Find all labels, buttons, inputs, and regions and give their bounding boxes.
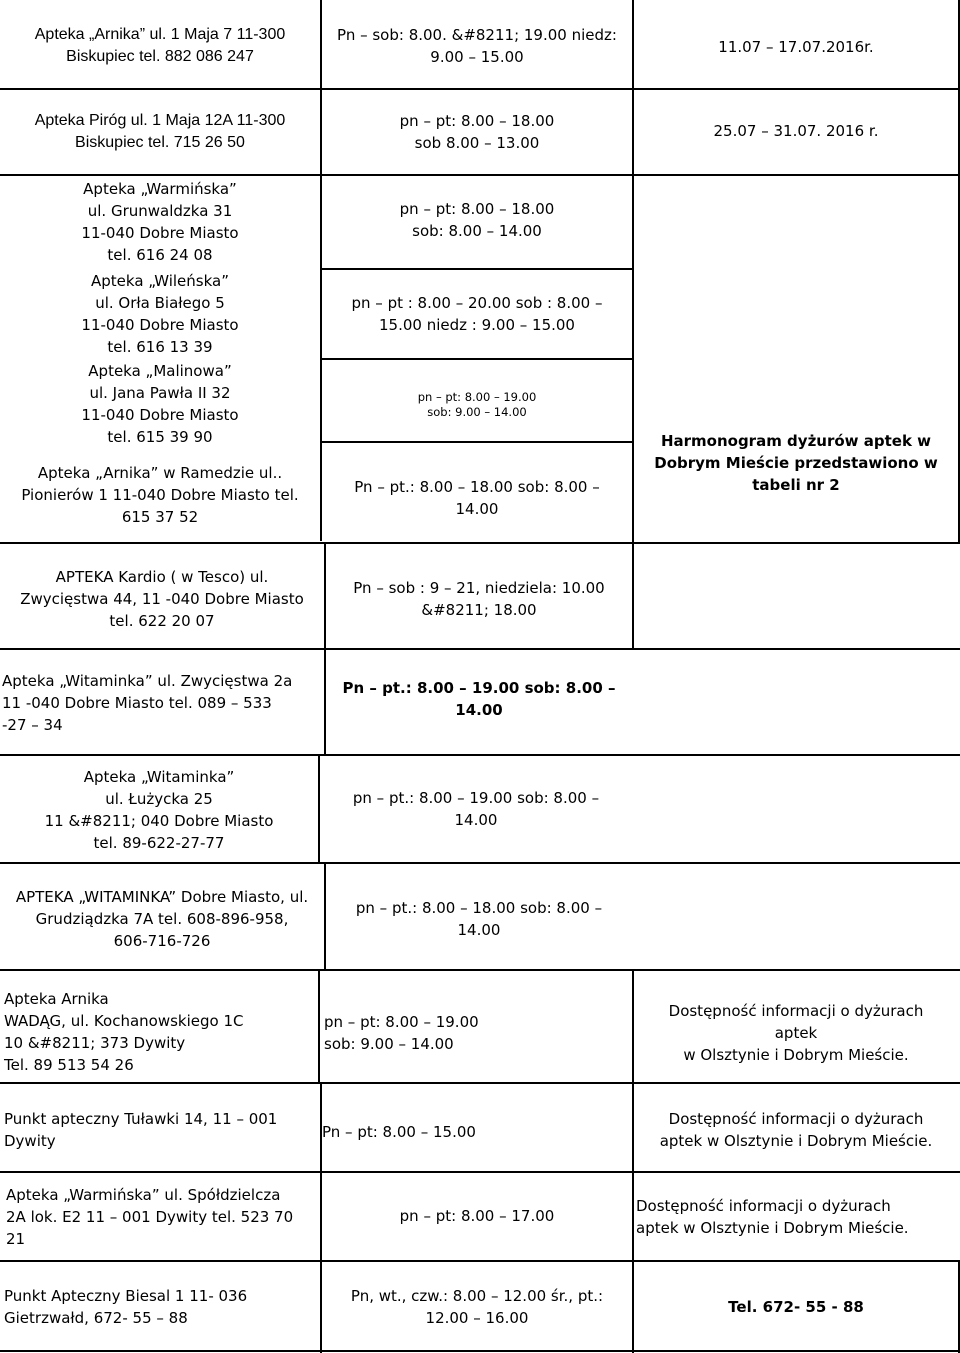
pharmacy-name-line: 11 -040 Dobre Miasto tel. 089 – 533 [2, 694, 272, 712]
column-divider [632, 542, 634, 649]
pharmacy-name-line: ul. Jana Pawła II 32 [89, 384, 231, 402]
opening-hours-line: sob: 8.00 – 14.00 [412, 222, 542, 240]
opening-hours-line: pn – pt: 8.00 – 18.00 [399, 112, 555, 130]
opening-hours-cell [326, 896, 632, 942]
opening-hours-line: Pn, wt., czw.: 8.00 – 12.00 śr., pt.: [350, 1287, 604, 1305]
pharmacy-name-cell [0, 268, 320, 360]
opening-hours-cell [326, 576, 632, 622]
pharmacy-name-cell [4, 1284, 320, 1330]
opening-hours-line: sob: 9.00 – 14.00 [324, 1035, 454, 1053]
pharmacy-name-line: Biskupiec tel. 882 086 247 [66, 48, 254, 65]
opening-hours-cell [322, 388, 632, 422]
pharmacy-name-cell [0, 100, 320, 164]
row-divider [320, 358, 632, 360]
pharmacy-name-line: tel. 616 24 08 [107, 246, 213, 264]
row-divider [0, 542, 960, 544]
pharmacy-name-line: Apteka „Witaminka” ul. Zwycięstwa 2a [2, 672, 293, 690]
opening-hours-line: sob: 9.00 – 14.00 [427, 405, 527, 419]
opening-hours-line: sob 8.00 – 13.00 [414, 134, 540, 152]
pharmacy-name-line: Apteka „Warmińska” ul. Spółdzielcza [6, 1186, 281, 1204]
opening-hours-cell [322, 1204, 632, 1228]
pharmacy-name-line: ul. Orła Białego 5 [95, 294, 225, 312]
info-note-line: Dostępność informacji o dyżurach [668, 1002, 924, 1020]
pharmacy-name-line: tel. 616 13 39 [107, 338, 213, 356]
pharmacy-name-line: 606-716-726 [113, 932, 211, 950]
row-divider [0, 754, 960, 756]
schedule-reference-note [634, 428, 958, 498]
opening-hours-line: 14.00 [455, 701, 503, 719]
pharmacy-name-cell [0, 884, 324, 954]
pharmacy-name-line: ul. Łużycka 25 [105, 790, 213, 808]
row-divider [0, 88, 960, 90]
opening-hours-cell [322, 290, 632, 338]
column-divider [320, 0, 322, 541]
opening-hours-line: pn – pt: 8.00 – 18.00 [399, 200, 555, 218]
pharmacy-name-line: Apteka Piróg ul. 1 Maja 12A 11-300 [34, 112, 286, 129]
pharmacy-name-line: Apteka Arnika [4, 990, 109, 1008]
duty-dates: 11.07 – 17.07.2016r. [718, 38, 874, 56]
pharmacy-name-line: Tel. 89 513 54 26 [4, 1056, 134, 1074]
contact-phone: Tel. 672- 55 - 88 [728, 1298, 864, 1316]
pharmacy-name-cell [0, 358, 320, 450]
opening-hours-cell [322, 474, 632, 522]
info-note-line: Dostępność informacji o dyżurach [668, 1110, 924, 1128]
opening-hours-line: Pn – pt.: 8.00 – 19.00 sob: 8.00 – [342, 679, 616, 697]
schedule-reference-line: Harmonogram dyżurów aptek w [660, 432, 932, 450]
contact-phone-cell [634, 1294, 958, 1320]
pharmacy-name-line: -27 – 34 [2, 716, 63, 734]
row-divider [0, 1260, 960, 1262]
column-divider [318, 969, 320, 1083]
pharmacy-name-cell [2, 668, 324, 738]
info-availability-note [634, 998, 958, 1068]
info-note-line: aptek w Olsztynie i Dobrym Mieście. [659, 1132, 933, 1150]
pharmacy-name-cell [0, 14, 320, 78]
info-note-line: Dostępność informacji o dyżurach [636, 1197, 891, 1215]
pharmacy-name-line: ul. Grunwaldzka 31 [87, 202, 233, 220]
pharmacy-name-line: tel. 89-622-27-77 [93, 834, 225, 852]
opening-hours-line: Pn – pt: 8.00 – 15.00 [322, 1123, 476, 1141]
opening-hours-line: pn – pt.: 8.00 – 18.00 sob: 8.00 – [355, 899, 603, 917]
pharmacy-name-line: tel. 622 20 07 [109, 612, 215, 630]
opening-hours-line: 15.00 niedz : 9.00 – 15.00 [379, 316, 575, 334]
info-note-line: aptek w Olsztynie i Dobrym Mieście. [636, 1219, 909, 1237]
opening-hours-cell [322, 1120, 632, 1144]
info-availability-note [636, 1194, 958, 1240]
duty-dates: 25.07 – 31.07. 2016 r. [713, 122, 879, 140]
opening-hours-line: pn – pt : 8.00 – 20.00 sob : 8.00 – [351, 294, 603, 312]
pharmacy-name-cell [4, 1106, 320, 1154]
row-divider [0, 1082, 960, 1084]
schedule-reference-line: Dobrym Mieście przedstawiono w [654, 454, 938, 472]
row-divider [320, 268, 632, 270]
opening-hours-line: Pn – sob : 9 – 21, niedziela: 10.00 [353, 579, 605, 597]
opening-hours-line: Pn – pt.: 8.00 – 18.00 sob: 8.00 – [354, 478, 600, 496]
opening-hours-cell [322, 14, 632, 78]
pharmacy-name-cell [6, 1182, 320, 1252]
pharmacy-name-line: 11-040 Dobre Miasto [81, 224, 239, 242]
pharmacy-name-line: WADĄG, ul. Kochanowskiego 1C [4, 1012, 244, 1030]
opening-hours-line: 14.00 [457, 921, 501, 939]
duty-dates-cell [634, 22, 958, 72]
opening-hours-line: pn – pt.: 8.00 – 19.00 sob: 8.00 – [352, 789, 600, 807]
opening-hours-line: pn – pt: 8.00 – 19.00 [324, 1013, 479, 1031]
pharmacy-name-line: Biskupiec tel. 715 26 50 [75, 134, 245, 151]
row-divider [0, 969, 960, 971]
opening-hours-line: 14.00 [454, 811, 498, 829]
pharmacy-name-cell [0, 564, 324, 634]
opening-hours-line: 12.00 – 16.00 [425, 1309, 529, 1327]
opening-hours-line: 9.00 – 15.00 [430, 48, 524, 66]
row-divider [320, 441, 632, 443]
pharmacy-name-cell [4, 986, 318, 1078]
pharmacy-name-line: Punkt Apteczny Biesal 1 11- 036 [4, 1287, 248, 1305]
duty-dates-cell [634, 106, 958, 156]
row-divider [0, 1350, 960, 1352]
pharmacy-name-line: Pionierów 1 11-040 Dobre Miasto tel. [21, 486, 299, 504]
pharmacy-name-line: tel. 615 39 90 [107, 428, 213, 446]
info-note-line: w Olsztynie i Dobrym Mieście. [683, 1046, 909, 1064]
pharmacy-name-line: APTEKA „WITAMINKA” Dobre Miasto, ul. [15, 888, 309, 906]
row-divider [0, 1171, 960, 1173]
pharmacy-name-line: Punkt apteczny Tuławki 14, 11 – 001 [4, 1110, 278, 1128]
schedule-reference-line: tabeli nr 2 [752, 476, 840, 494]
pharmacy-name-cell [0, 764, 318, 856]
pharmacy-name-line: Apteka „Arnika” ul. 1 Maja 7 11-300 [34, 26, 286, 43]
pharmacy-name-line: 615 37 52 [121, 508, 199, 526]
opening-hours-cell [326, 676, 632, 722]
pharmacy-name-cell [0, 456, 320, 534]
pharmacy-name-line: APTEKA Kardio ( w Tesco) ul. [55, 568, 269, 586]
pharmacy-name-cell [0, 176, 320, 268]
opening-hours-line: 14.00 [455, 500, 499, 518]
info-note-line: aptek [774, 1024, 818, 1042]
pharmacy-name-line: Zwycięstwa 44, 11 -040 Dobre Miasto [20, 590, 304, 608]
opening-hours-line: &#8211; 18.00 [421, 601, 537, 619]
opening-hours-line: pn – pt: 8.00 – 19.00 [417, 390, 537, 404]
pharmacy-name-line: Gietrzwałd, 672- 55 – 88 [4, 1309, 188, 1327]
pharmacy-name-line: 11 &#8211; 040 Dobre Miasto [44, 812, 274, 830]
opening-hours-cell [322, 196, 632, 244]
pharmacy-name-line: 10 &#8211; 373 Dywity [4, 1034, 186, 1052]
pharmacy-name-line: 21 [6, 1230, 26, 1248]
pharmacy-name-line: Apteka „Wileńska” [91, 272, 229, 290]
pharmacy-name-line: 11-040 Dobre Miasto [81, 406, 239, 424]
pharmacy-name-line: Apteka „Witaminka” [83, 768, 235, 786]
info-availability-note [634, 1106, 958, 1154]
opening-hours-cell [322, 1284, 632, 1330]
opening-hours-cell [324, 1010, 632, 1056]
pharmacy-name-line: Apteka „Malinowa” [88, 362, 232, 380]
opening-hours-cell [320, 786, 632, 832]
row-divider [0, 862, 960, 864]
pharmacy-name-line: Grudziądzka 7A tel. 608-896-958, [35, 910, 289, 928]
pharmacy-name-line: Apteka „Arnika” w Ramedzie ul.. [37, 464, 283, 482]
pharmacy-name-line: Apteka „Warmińska” [83, 180, 237, 198]
opening-hours-cell [322, 100, 632, 164]
opening-hours-line: pn – pt: 8.00 – 17.00 [399, 1207, 555, 1225]
row-divider [0, 648, 960, 650]
pharmacy-name-line: Dywity [4, 1132, 56, 1150]
opening-hours-line: Pn – sob: 8.00. &#8211; 19.00 niedz: [337, 26, 617, 44]
column-divider [632, 1171, 634, 1261]
pharmacy-name-line: 2A lok. E2 11 – 001 Dywity tel. 523 70 [6, 1208, 294, 1226]
pharmacy-name-line: 11-040 Dobre Miasto [81, 316, 239, 334]
